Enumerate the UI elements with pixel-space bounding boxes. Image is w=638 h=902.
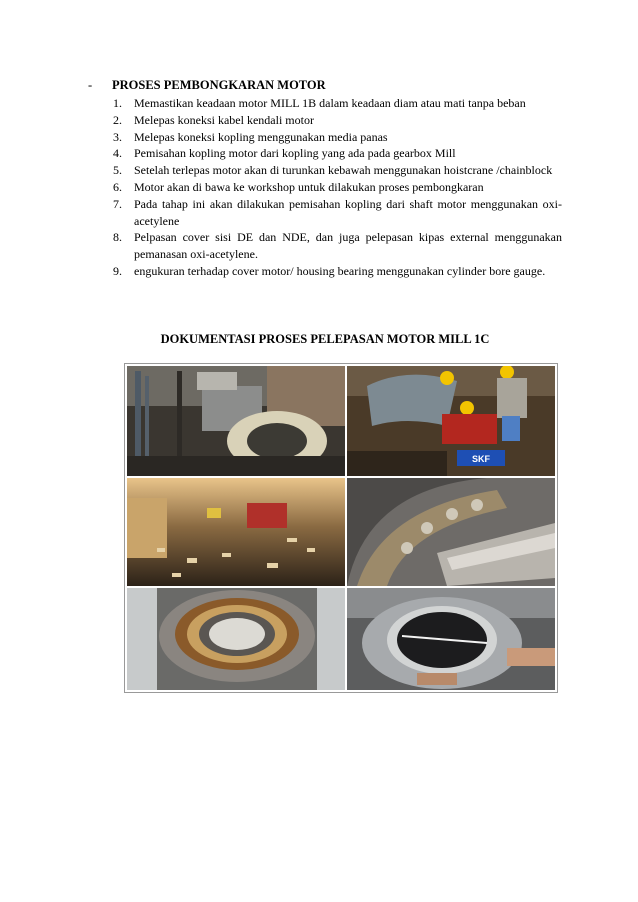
list-item xyxy=(113,229,562,263)
list-item xyxy=(113,112,562,129)
list-item xyxy=(113,263,562,280)
list-item xyxy=(113,179,562,196)
photo-grid xyxy=(124,363,558,693)
list-item xyxy=(113,129,562,146)
step-number: 9. xyxy=(113,263,122,278)
step-text: Setelah terlepas motor akan di turunkan kebawah menggunakan hoistcrane /chainblock xyxy=(134,163,553,178)
step-number: 4. xyxy=(113,146,122,161)
step-number: 3. xyxy=(113,129,122,144)
step-text: Pada tahap ini akan dilakukan pemisahan kopling dari shaft motor menggunakan oxi-acetylene xyxy=(134,196,562,228)
list-item xyxy=(113,145,562,162)
list-item xyxy=(113,162,562,179)
steps-list xyxy=(88,95,562,280)
step-text: Motor akan di bawa ke workshop untuk dilakukan proses pembongkaran xyxy=(134,179,484,194)
list-item xyxy=(113,95,562,112)
step-text: Memastikan keadaan motor MILL 1B dalam keadaan diam atau mati tanpa beban xyxy=(134,96,526,110)
step-text: engukuran terhadap cover motor/ housing bearing menggunakan cylinder bore gauge. xyxy=(134,263,546,278)
bullet-dash: - xyxy=(88,78,93,92)
step-number: 7. xyxy=(113,196,122,211)
step-text: Melepas koneksi kopling menggunakan media panas xyxy=(134,129,388,144)
step-number: 6. xyxy=(113,179,122,194)
photo-bearing-housing xyxy=(127,588,345,690)
photo-bearing-shaft xyxy=(347,478,555,586)
step-text: Pemisahan kopling motor dari kopling yang ada pada gearbox Mill xyxy=(134,146,456,161)
step-text: Melepas koneksi kabel kendali motor xyxy=(134,112,314,127)
list-item xyxy=(113,196,562,230)
documentation-title: DOKUMENTASI PROSES PELEPASAN MOTOR MILL 1C xyxy=(160,332,490,346)
section-heading-row xyxy=(88,77,562,93)
photo-workshop-floor xyxy=(127,478,345,586)
step-number: 8. xyxy=(113,230,122,245)
step-text: Pelpasan cover sisi DE dan NDE, dan juga pelepasan kipas external menggunakan pemanasan oxi-acetylene. xyxy=(134,230,562,262)
skf-box-label: SKF xyxy=(472,454,490,464)
photo-bore-gauge xyxy=(347,588,555,690)
section-heading: PROSES PEMBONGKARAN MOTOR xyxy=(112,78,326,92)
photo-workers-skf xyxy=(347,366,555,476)
step-number: 5. xyxy=(113,163,122,178)
photo-motor-onsite xyxy=(127,366,345,476)
disassembly-section xyxy=(88,77,562,280)
step-number: 1. xyxy=(113,96,122,110)
step-number: 2. xyxy=(113,112,122,127)
